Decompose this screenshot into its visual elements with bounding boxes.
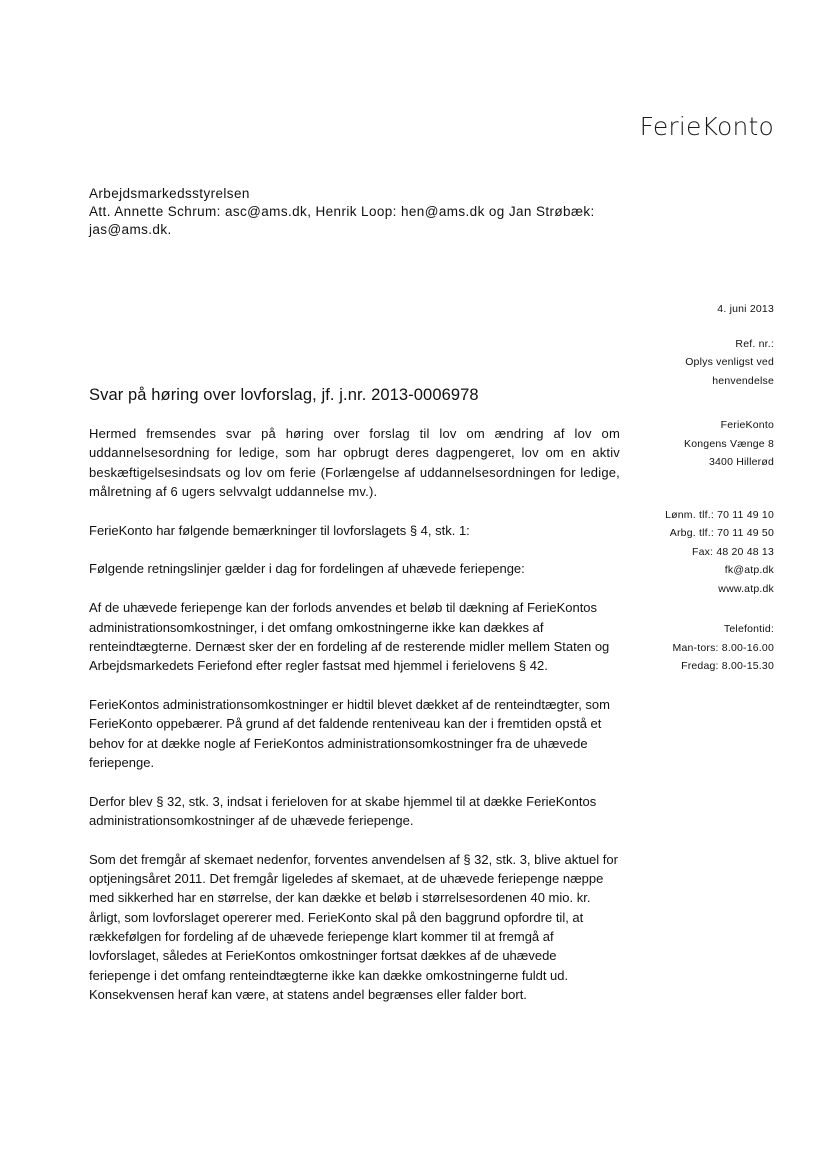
phone-salary: Lønm. tlf.: 70 11 49 10 xyxy=(665,508,774,521)
recipient-attention-cont: jas@ams.dk. xyxy=(89,222,172,237)
body-paragraph: Som det fremgår af skemaet nedenfor, forventes anvendelsen af § 32, stk. 3, blive aktuel for optjeningsåret 2011. Det fremgår ligeledes af skemaet, at de uhævede feriepenge næppe med sikkerhed har en størrelse, der kan dække et beløb i størrelsesordenen 40 mio. kr. årligt, som lovforslaget opererer med. FerieKonto skal på den baggrund opfordre til, at rækkefølgen for fordeling af de uhævede feriepenge klart kommer til at fremgå af lovforslaget, således at FerieKontos omkostninger fortsat dækkes af de uhævede feriepenge i det omfang renteindtægterne ikke kan dække omkostningerne fuldt ud. Konsekvensen heraf kan være, at statens andel begrænses eller falder bort. xyxy=(89,851,618,1002)
contact-website: www.atp.dk xyxy=(718,582,774,595)
sender-org-name: FerieKonto xyxy=(720,419,774,431)
fax-number: Fax: 48 20 48 13 xyxy=(691,545,774,558)
body-paragraph: Af de uhævede feriepenge kan der forlods anvendes et beløb til dækning af FerieKontos administrationsomkostninger, i det omfang omkostningerne ikke kan dækkes af renteindtægterne. Dernæst sker der en fordeling af de resterende midler mellem Staten og Arbejdsmarkedets Feriefond efter regler fastsat med hjemmel i ferielovens § 42. xyxy=(89,600,610,674)
body-paragraph: Derfor blev § 32, stk. 3, indsat i ferieloven for at skabe hjemmel til at dække FerieKontos administrationsomkostninger af de uhævede feriepenge. xyxy=(89,793,597,828)
contact-email: fk@atp.dk xyxy=(724,564,774,576)
recipient-name: Arbejdsmarkedsstyrelsen xyxy=(89,186,250,201)
reference-label: Ref. nr.: xyxy=(735,337,774,350)
sender-address-city: 3400 Hillerød xyxy=(708,456,774,468)
feriekonto-logo: FerieKonto xyxy=(639,112,774,141)
phone-hours-label: Telefontid: xyxy=(723,623,774,635)
phone-employer: Arbg. tlf.: 70 11 49 50 xyxy=(669,527,774,539)
letter-body xyxy=(89,424,620,1024)
recipient-block xyxy=(89,185,595,239)
body-paragraph: FerieKontos administrationsomkostninger er hidtil blevet dækket af de renteindtægter, som FerieKonto oppebærer. På grund af det faldende renteniveau kan der i fremtiden opstå et behov for at dække nogle af FerieKontos administrationsomkostninger fra de uhævede feriepenge. xyxy=(89,696,610,770)
phone-hours-weekdays: Man-tors: 8.00-16.00 xyxy=(672,641,774,654)
reference-note-2: henvendelse xyxy=(712,374,774,387)
phone-hours-friday: Fredag: 8.00-15.30 xyxy=(681,660,774,672)
sender-address-street: Kongens Vænge 8 xyxy=(684,437,774,450)
body-paragraph: Hermed fremsendes svar på høring over forslag til lov om ændring af lov om uddannelsesordning for ledige, som har opbrugt deres dagpengeret, lov om en aktiv beskæftigelsesindsats og lov om ferie (Forlængelse af uddannelsesordningen for ledige, målretning af 6 ugers selvvalgt uddannelse mv.). xyxy=(89,426,620,499)
letter-date: 4. juni 2013 xyxy=(717,303,774,315)
reference-note-1: Oplys venligst ved xyxy=(685,356,774,368)
letter-title: Svar på høring over lovforslag, jf. j.nr. 2013-0006978 xyxy=(89,386,479,404)
recipient-attention: Att. Annette Schrum: asc@ams.dk, Henrik Loop: hen@ams.dk og Jan Strøbæk: xyxy=(89,204,595,219)
body-paragraph: FerieKonto har følgende bemærkninger til lovforslagets § 4, stk. 1: xyxy=(89,522,470,538)
body-paragraph: Følgende retningslinjer gælder i dag for fordelingen af uhævede feriepenge: xyxy=(89,561,525,577)
